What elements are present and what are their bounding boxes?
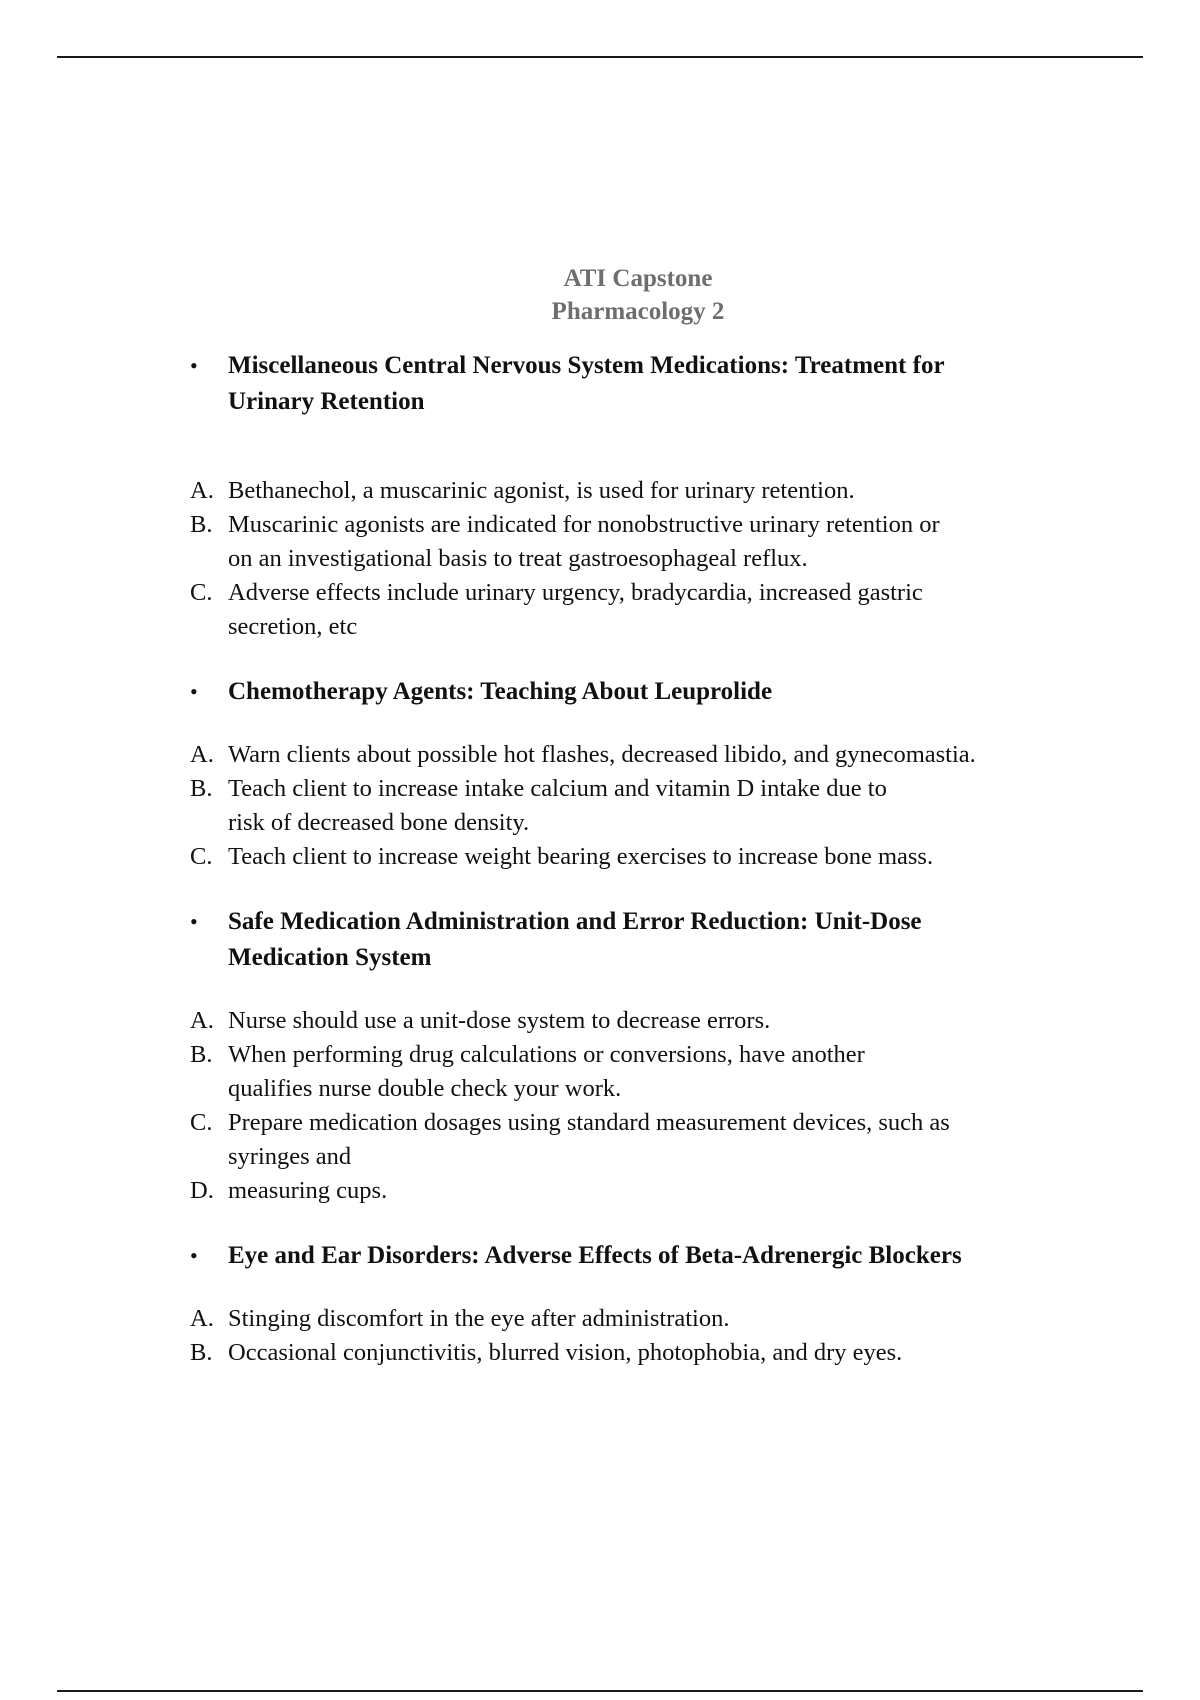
item-text: on an investigational basis to treat gastroesophageal reflux. xyxy=(228,545,808,572)
item-list xyxy=(190,1302,1100,1370)
item-text: Teach client to increase weight bearing exercises to increase bone mass. xyxy=(228,843,934,870)
item-text: Occasional conjunctivitis, blurred vision, photophobia, and dry eyes. xyxy=(228,1339,903,1366)
item-marker: C. xyxy=(190,1109,213,1136)
document-title xyxy=(0,262,1200,328)
bullet-icon: • xyxy=(190,353,198,378)
bottom-rule xyxy=(57,1690,1143,1692)
item-marker: B. xyxy=(190,1339,213,1366)
item-text: When performing drug calculations or conversions, have another xyxy=(228,1041,865,1068)
section-leuprolide xyxy=(190,674,1100,874)
item-text: Teach client to increase intake calcium and vitamin D intake due to xyxy=(228,775,887,802)
heading-line: Miscellaneous Central Nervous System Medications: Treatment for xyxy=(228,352,945,379)
heading-line: Medication System xyxy=(228,944,432,971)
title-line-1: ATI Capstone xyxy=(563,265,713,292)
section-urinary-retention xyxy=(190,348,1100,644)
item-text: risk of decreased bone density. xyxy=(228,809,530,836)
section-heading xyxy=(190,674,1100,710)
section-heading xyxy=(190,348,1100,420)
bullet-icon: • xyxy=(190,679,198,704)
item-marker: C. xyxy=(190,579,213,606)
item-text: Warn clients about possible hot flashes, decreased libido, and gynecomastia. xyxy=(228,741,976,768)
item-marker: B. xyxy=(190,1041,213,1068)
item-text: Muscarinic agonists are indicated for nonobstructive urinary retention or xyxy=(228,511,940,538)
item-text: secretion, etc xyxy=(228,613,358,640)
title-line-2: Pharmacology 2 xyxy=(551,298,725,325)
list-item xyxy=(190,1174,1100,1208)
bullet-icon: • xyxy=(190,1243,198,1268)
top-rule xyxy=(57,56,1143,58)
item-marker: A. xyxy=(190,477,214,504)
item-list xyxy=(190,474,1100,644)
item-list xyxy=(190,738,1100,874)
list-item xyxy=(190,474,1100,508)
section-unit-dose xyxy=(190,904,1100,1208)
item-marker: B. xyxy=(190,775,213,802)
heading-line: Eye and Ear Disorders: Adverse Effects of Beta-Adrenergic Blockers xyxy=(228,1242,962,1269)
item-marker: A. xyxy=(190,1007,214,1034)
item-text: measuring cups. xyxy=(228,1177,388,1204)
item-text: Adverse effects include urinary urgency, bradycardia, increased gastric xyxy=(228,579,923,606)
list-item xyxy=(190,1302,1100,1336)
list-item xyxy=(190,840,1100,874)
item-list xyxy=(190,1004,1100,1208)
item-text: syringes and xyxy=(228,1143,352,1170)
list-item xyxy=(190,1004,1100,1038)
list-item xyxy=(190,1336,1100,1370)
list-item xyxy=(190,1038,1100,1106)
bullet-icon: • xyxy=(190,909,198,934)
document-body xyxy=(190,348,1100,1370)
heading-line: Urinary Retention xyxy=(228,388,425,415)
item-text: qualifies nurse double check your work. xyxy=(228,1075,622,1102)
item-marker: A. xyxy=(190,1305,214,1332)
item-text: Prepare medication dosages using standard measurement devices, such as xyxy=(228,1109,950,1136)
item-marker: B. xyxy=(190,511,213,538)
list-item xyxy=(190,508,1100,576)
list-item xyxy=(190,1106,1100,1174)
list-item xyxy=(190,576,1100,644)
section-heading xyxy=(190,904,1100,976)
item-marker: A. xyxy=(190,741,214,768)
item-text: Stinging discomfort in the eye after administration. xyxy=(228,1305,730,1332)
section-beta-blockers xyxy=(190,1238,1100,1370)
section-heading xyxy=(190,1238,1100,1274)
item-text: Bethanechol, a muscarinic agonist, is used for urinary retention. xyxy=(228,477,855,504)
heading-line: Safe Medication Administration and Error Reduction: Unit-Dose xyxy=(228,908,922,935)
item-marker: D. xyxy=(190,1177,214,1204)
heading-line: Chemotherapy Agents: Teaching About Leuprolide xyxy=(228,678,773,705)
list-item xyxy=(190,772,1100,840)
item-marker: C. xyxy=(190,843,213,870)
list-item xyxy=(190,738,1100,772)
item-text: Nurse should use a unit-dose system to decrease errors. xyxy=(228,1007,771,1034)
